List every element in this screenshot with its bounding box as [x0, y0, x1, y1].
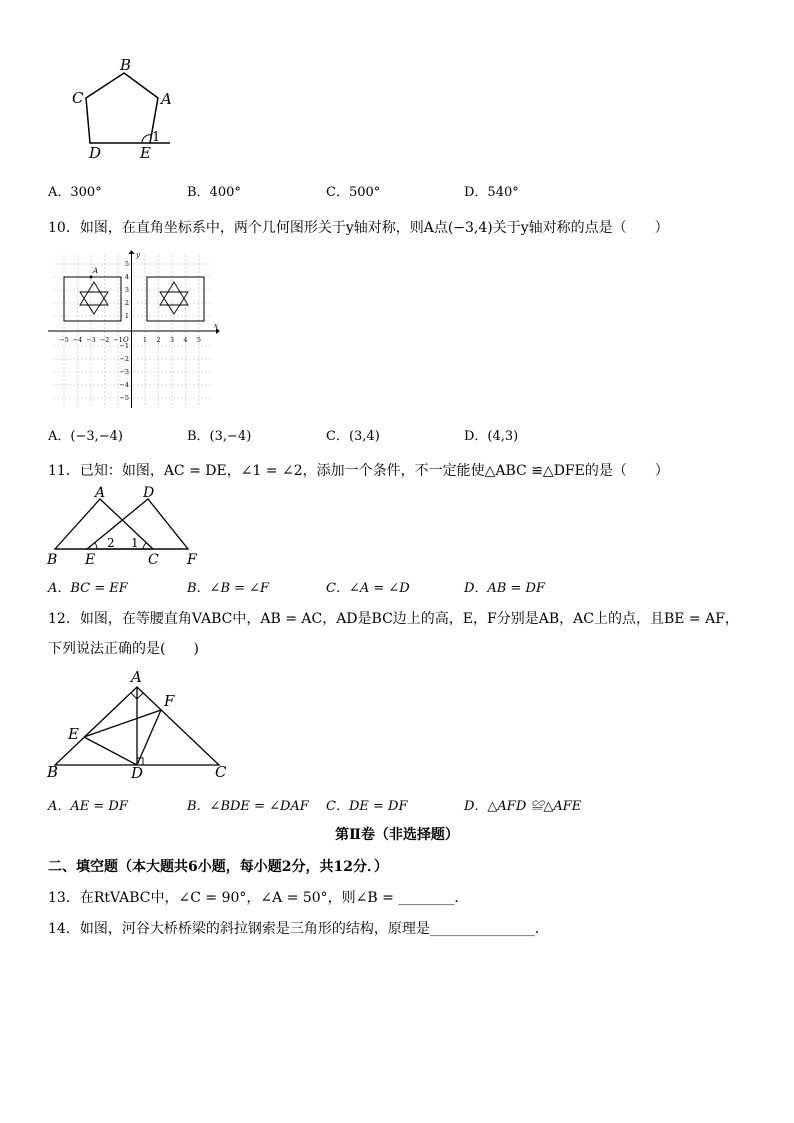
label-A: A — [131, 668, 142, 686]
label-B: B — [47, 763, 59, 781]
label-angle-1: 1 — [131, 536, 139, 550]
label-E: E — [68, 725, 79, 743]
part-2-heading: 二、填空题（本大题共6小题，每小题2分，共12分．） — [48, 859, 388, 875]
y-tick: 5 — [124, 260, 129, 268]
q9-option-c[interactable]: C．500° — [326, 185, 381, 200]
origin-label: O — [123, 336, 129, 344]
q10-stem: 10．如图，在直角坐标系中，两个几何图形关于y轴对称，则A点(−3,4)关于y轴对称的点是（ ） — [48, 220, 669, 236]
label-A: A — [95, 485, 106, 501]
y-tick: −1 — [119, 342, 129, 350]
x-tick: 2 — [156, 336, 161, 344]
q10-option-a[interactable]: A．(−3,−4) — [48, 429, 123, 444]
y-tick: −4 — [119, 381, 129, 389]
y-tick: 4 — [124, 273, 129, 281]
q9-option-b[interactable]: B．400° — [187, 185, 241, 200]
q10-option-b[interactable]: B．(3,−4) — [187, 429, 252, 444]
x-tick: 3 — [169, 336, 175, 344]
label-D: D — [89, 144, 102, 162]
q10-option-d[interactable]: D．(4,3) — [464, 429, 519, 444]
label-B: B — [47, 552, 58, 568]
q10-option-c[interactable]: C．(3,4) — [326, 429, 380, 444]
label-E: E — [140, 144, 151, 162]
q11-stem: 11．已知：如图，AC = DE，∠1 = ∠2，添加一个条件，不一定能使△ABC ≌△DFE的是（ ） — [48, 463, 669, 479]
x-tick: 5 — [196, 336, 202, 344]
label-D: D — [131, 764, 144, 782]
x-tick: −3 — [86, 336, 96, 344]
label-angle-2: 2 — [107, 536, 115, 550]
q9-option-d[interactable]: D．540° — [464, 185, 519, 200]
isosceles-triangle-figure — [40, 662, 240, 782]
q11-option-b[interactable]: B．∠B = ∠F — [187, 581, 270, 596]
y-tick: 2 — [124, 299, 129, 307]
x-axis-label: x — [214, 322, 218, 330]
q12-option-d[interactable]: D．△AFD ≌△AFE — [464, 799, 582, 814]
section-2-title: 第Ⅱ卷（非选择题） — [335, 827, 459, 843]
label-F: F — [164, 692, 175, 710]
label-C: C — [148, 552, 159, 568]
x-tick: −4 — [72, 336, 83, 344]
x-tick: −2 — [99, 336, 110, 344]
q12-stem-line1: 12．如图，在等腰直角VABC中，AB = AC，AD是BC边上的高，E，F分别是AB，AC上的点，且BE = AF， — [48, 611, 739, 627]
q12-option-a[interactable]: A．AE = DF — [48, 799, 128, 814]
label-D: D — [143, 485, 155, 501]
y-axis-label: y — [136, 251, 140, 259]
label-C: C — [215, 763, 227, 781]
label-C: C — [72, 89, 84, 107]
coordinate-grid-figure — [48, 250, 223, 410]
x-tick: −5 — [59, 336, 69, 344]
pentagon-figure — [60, 55, 190, 165]
y-tick: 3 — [124, 286, 129, 294]
point-a-label: A — [93, 267, 99, 275]
x-tick: 4 — [183, 336, 188, 344]
label-angle-1: 1 — [152, 130, 161, 145]
q13-stem: 13．在RtVABC中，∠C = 90°，∠A = 50°，则∠B = ________． — [48, 890, 469, 906]
x-tick: 1 — [142, 336, 148, 344]
q12-stem-line2: 下列说法正确的是( ) — [48, 641, 199, 657]
q12-option-b[interactable]: B．∠BDE = ∠DAF — [187, 799, 309, 814]
x-tick: −1 — [113, 336, 123, 344]
q11-option-d[interactable]: D．AB = DF — [464, 581, 545, 596]
q9-option-a[interactable]: A．300° — [48, 185, 102, 200]
y-tick: −2 — [119, 355, 129, 363]
q11-option-c[interactable]: C．∠A = ∠D — [326, 581, 410, 596]
label-B: B — [120, 56, 132, 74]
label-F: F — [187, 552, 197, 568]
y-tick: 1 — [124, 312, 129, 320]
y-tick: −3 — [119, 368, 129, 376]
two-triangles-figure — [45, 482, 210, 570]
label-E: E — [85, 552, 96, 568]
q11-option-a[interactable]: A．BC = EF — [48, 581, 128, 596]
y-tick: −5 — [119, 394, 129, 402]
label-A: A — [161, 90, 172, 108]
q12-option-c[interactable]: C．DE = DF — [326, 799, 408, 814]
q14-stem: 14．如图，河谷大桥桥梁的斜拉钢索是三角形的结构，原理是_______________． — [48, 921, 549, 937]
